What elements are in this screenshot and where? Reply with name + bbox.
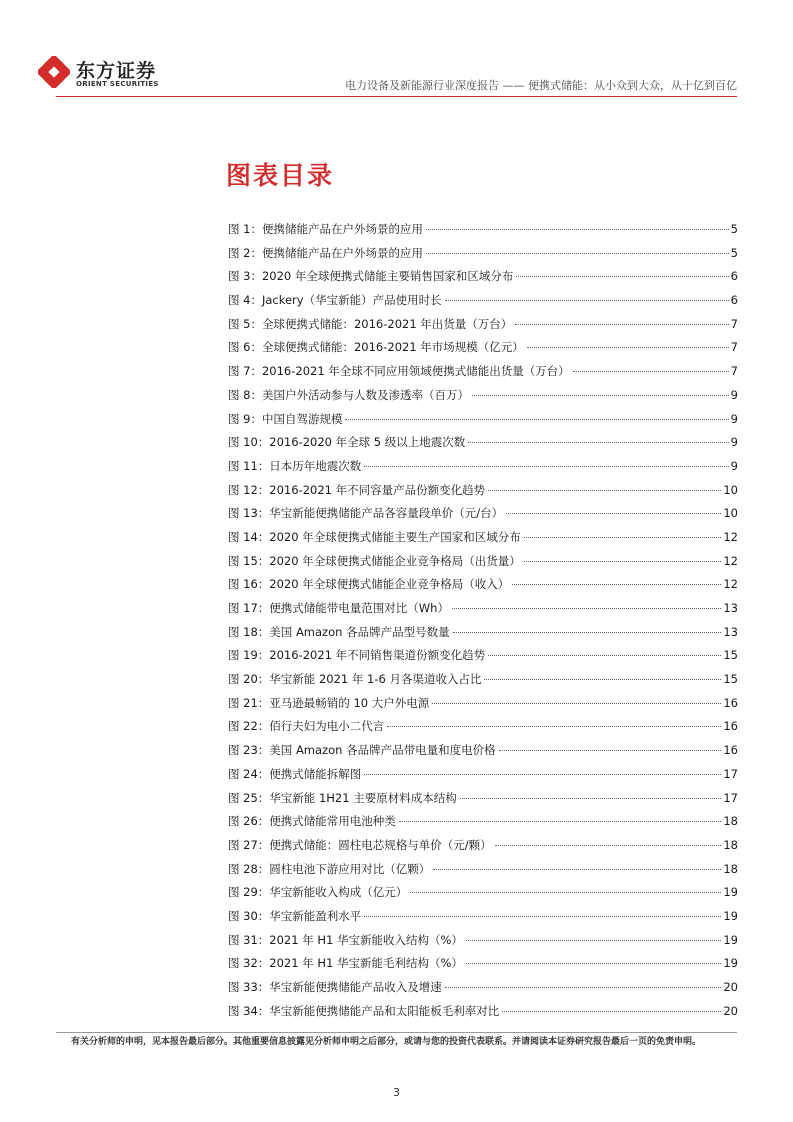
toc-dot-leader: [466, 963, 721, 964]
toc-dot-leader: [433, 869, 721, 870]
toc-dot-leader: [364, 774, 721, 775]
toc-entry-page[interactable]: 9: [730, 411, 738, 426]
toc-entry-label[interactable]: 图 14：2020 年全球便携式储能主要生产国家和区域分布: [228, 529, 521, 544]
toc-entry-page[interactable]: 18: [723, 814, 738, 829]
toc-entry[interactable]: [228, 861, 738, 885]
toc-entry[interactable]: [228, 387, 738, 411]
toc-entry[interactable]: [228, 529, 738, 553]
page-number: 3: [393, 1086, 400, 1099]
toc-entry[interactable]: [228, 742, 738, 766]
toc-entry-page[interactable]: 13: [723, 624, 738, 639]
toc-entry-label[interactable]: 图 25：华宝新能 1H21 主要原材料成本结构: [228, 790, 457, 805]
toc-dot-leader: [512, 584, 721, 585]
toc-entry-label[interactable]: 图 9：中国自驾游规模: [228, 411, 343, 426]
toc-entry-label[interactable]: 图 15：2020 年全球便携式储能企业竞争格局（出货量）: [228, 553, 521, 568]
toc-entry-label[interactable]: 图 7：2016-2021 年全球不同应用领域便携式储能出货量（万台）: [228, 364, 570, 379]
toc-entry[interactable]: [228, 955, 738, 979]
toc-dot-leader: [445, 300, 729, 301]
toc-entry-label[interactable]: 图 22：佰行夫妇为电小二代言: [228, 719, 385, 734]
toc-entry-label[interactable]: 图 26：便携式储能常用电池种类: [228, 814, 396, 829]
toc-dot-leader: [460, 798, 722, 799]
toc-dot-leader: [499, 750, 722, 751]
toc-entry-label[interactable]: 图 1：便携储能产品在户外场景的应用: [228, 222, 423, 236]
toc-entry-page[interactable]: 19: [723, 956, 738, 971]
toc-entry-page[interactable]: 19: [723, 932, 738, 947]
toc-entry-label[interactable]: 图 34：华宝新能便携储能产品和太阳能板毛利率对比: [228, 1003, 500, 1018]
toc-entry[interactable]: [228, 576, 738, 600]
toc-dot-leader: [453, 632, 722, 633]
footer-disclaimer: 有关分析师的申明，见本报告最后部分。其他重要信息披露见分析师申明之后部分，或请与您的投资代表联系。并请阅读本证券研究报告最后一页的免责申明。: [71, 1037, 702, 1047]
toc-entry-page[interactable]: 18: [723, 861, 738, 876]
toc-entry[interactable]: [228, 268, 738, 292]
toc-entry-page[interactable]: 9: [730, 458, 738, 473]
toc-entry-label[interactable]: 图 18：美国 Amazon 各品牌产品型号数量: [228, 624, 450, 639]
toc-dot-leader: [495, 845, 722, 846]
toc-entry-page[interactable]: 5: [730, 245, 738, 260]
toc-entry-label[interactable]: 图 27：便携式储能：圆柱电芯规格与单价（元/颗）: [228, 837, 492, 852]
section-title: 图表目录: [226, 161, 335, 190]
toc-entry-page[interactable]: 12: [723, 577, 738, 592]
toc-entry[interactable]: [228, 837, 738, 861]
toc-dot-leader: [573, 371, 729, 372]
toc-entry[interactable]: [228, 979, 738, 1003]
toc-entry[interactable]: [228, 671, 738, 695]
toc-entry-label[interactable]: 图 2：便携储能产品在户外场景的应用: [228, 245, 423, 260]
toc-dot-leader: [410, 892, 721, 893]
toc-entry[interactable]: [228, 363, 738, 387]
toc-entry-page[interactable]: 5: [730, 222, 738, 236]
toc-dot-leader: [527, 347, 729, 348]
toc-entry[interactable]: [228, 790, 738, 814]
toc-entry[interactable]: [228, 245, 738, 269]
table-of-figures: [228, 221, 738, 1026]
toc-entry-page[interactable]: 16: [723, 719, 738, 734]
toc-entry[interactable]: [228, 600, 738, 624]
toc-entry[interactable]: [228, 482, 738, 506]
footer-divider: [56, 1032, 737, 1033]
toc-dot-leader: [484, 679, 721, 680]
company-logo: [38, 54, 178, 94]
toc-dot-leader: [488, 490, 721, 491]
toc-entry-label[interactable]: 图 33：华宝新能便携储能产品收入及增速: [228, 980, 442, 994]
toc-entry[interactable]: [228, 411, 738, 435]
logo-english-name: ORIENT SECURITIES: [76, 80, 159, 88]
orient-securities-logo-icon: [38, 56, 70, 88]
toc-entry-page[interactable]: 17: [723, 790, 738, 805]
toc-entry-page[interactable]: 12: [723, 553, 738, 568]
toc-dot-leader: [399, 821, 722, 822]
toc-entry-label[interactable]: 图 4：Jackery（华宝新能）产品使用时长: [228, 293, 442, 308]
toc-entry[interactable]: [228, 908, 738, 932]
toc-dot-leader: [426, 253, 729, 254]
toc-entry[interactable]: [228, 339, 738, 363]
toc-dot-leader: [387, 726, 721, 727]
toc-entry-page[interactable]: 16: [723, 743, 738, 758]
toc-entry[interactable]: [228, 932, 738, 956]
toc-dot-leader: [468, 442, 728, 443]
toc-entry[interactable]: [228, 1003, 738, 1027]
toc-entry[interactable]: [228, 624, 738, 648]
report-header-title: 电力设备及新能源行业深度报告 —— 便携式储能：从小众到大众，从十亿到百亿: [345, 79, 737, 92]
toc-entry-label[interactable]: 图 24：便携式储能拆解图: [228, 766, 362, 781]
toc-entry-label[interactable]: 图 8：美国户外活动参与人数及渗透率（百万）: [228, 387, 469, 402]
toc-dot-leader: [488, 655, 721, 656]
toc-dot-leader: [364, 916, 721, 917]
toc-entry[interactable]: [228, 434, 738, 458]
toc-entry-page[interactable]: 6: [730, 269, 738, 284]
toc-entry[interactable]: [228, 505, 738, 529]
toc-entry-page[interactable]: 15: [723, 672, 738, 687]
toc-entry[interactable]: [228, 813, 738, 837]
toc-entry-label[interactable]: 图 6：全球便携式储能：2016-2021 年市场规模（亿元）: [228, 340, 524, 355]
toc-entry[interactable]: [228, 316, 738, 340]
toc-entry-page[interactable]: 20: [723, 980, 738, 994]
toc-entry-page[interactable]: 10: [723, 482, 738, 497]
toc-entry-label[interactable]: 图 13：华宝新能便携储能产品各容量段单价（元/台）: [228, 506, 504, 521]
toc-entry-page[interactable]: 10: [723, 506, 738, 521]
toc-entry-label[interactable]: 图 17：便携式储能带电量范围对比（Wh）: [228, 601, 449, 615]
toc-entry-label[interactable]: 图 16：2020 年全球便携式储能企业竞争格局（收入）: [228, 577, 510, 592]
toc-entry-page[interactable]: 6: [730, 293, 738, 308]
toc-dot-leader: [426, 229, 729, 230]
toc-dot-leader: [452, 608, 721, 609]
toc-dot-leader: [432, 703, 721, 704]
toc-entry[interactable]: [228, 647, 738, 671]
toc-entry[interactable]: [228, 221, 738, 245]
toc-entry-page[interactable]: 19: [723, 908, 738, 923]
toc-entry-page[interactable]: 13: [723, 601, 738, 615]
toc-entry-label[interactable]: 图 5：全球便携式储能：2016-2021 年出货量（万台）: [228, 316, 513, 331]
toc-entry-label[interactable]: 图 12：2016-2021 年不同容量产品份额变化趋势: [228, 482, 486, 497]
toc-entry-page[interactable]: 9: [730, 435, 738, 450]
toc-entry-page[interactable]: 7: [730, 316, 738, 331]
toc-entry[interactable]: [228, 766, 738, 790]
toc-entry-label[interactable]: 图 19：2016-2021 年不同销售渠道份额变化趋势: [228, 648, 486, 663]
toc-dot-leader: [472, 395, 729, 396]
toc-entry-label[interactable]: 图 32：2021 年 H1 华宝新能毛利结构（%）: [228, 956, 463, 971]
toc-dot-leader: [506, 513, 721, 514]
toc-entry-page[interactable]: 18: [723, 837, 738, 852]
toc-entry[interactable]: [228, 553, 738, 577]
toc-entry-page[interactable]: 16: [723, 695, 738, 710]
toc-entry-page[interactable]: 7: [730, 364, 738, 379]
toc-entry-label[interactable]: 图 21：亚马逊最畅销的 10 大户外电源: [228, 695, 430, 710]
toc-entry-page[interactable]: 12: [723, 529, 738, 544]
toc-entry-page[interactable]: 19: [723, 885, 738, 900]
toc-entry[interactable]: [228, 292, 738, 316]
toc-entry-label[interactable]: 图 20：华宝新能 2021 年 1-6 月各渠道收入占比: [228, 672, 482, 687]
toc-entry-label[interactable]: 图 10：2016-2020 年全球 5 级以上地震次数: [228, 435, 466, 450]
toc-entry-page[interactable]: 7: [730, 340, 738, 355]
header-divider: [56, 96, 737, 97]
toc-entry-page[interactable]: 15: [723, 648, 738, 663]
toc-dot-leader: [445, 987, 722, 988]
toc-entry-label[interactable]: 图 30：华宝新能盈利水平: [228, 908, 362, 923]
toc-entry[interactable]: [228, 884, 738, 908]
toc-dot-leader: [502, 1011, 721, 1012]
toc-dot-leader: [466, 940, 721, 941]
toc-dot-leader: [524, 561, 722, 562]
toc-entry-label[interactable]: 图 28：圆柱电池下游应用对比（亿颗）: [228, 861, 431, 876]
toc-entry-page[interactable]: 9: [730, 387, 738, 402]
toc-entry-page[interactable]: 20: [723, 1003, 738, 1018]
toc-dot-leader: [345, 419, 728, 420]
toc-entry[interactable]: [228, 458, 738, 482]
logo-chinese-name: 东方证券: [76, 60, 157, 82]
toc-entry-label[interactable]: 图 3：2020 年全球便携式储能主要销售国家和区域分布: [228, 269, 514, 284]
toc-dot-leader: [524, 537, 722, 538]
toc-entry-label[interactable]: 图 11：日本历年地震次数: [228, 458, 362, 473]
toc-entry-label[interactable]: 图 23：美国 Amazon 各品牌产品带电量和度电价格: [228, 743, 496, 758]
toc-entry[interactable]: [228, 695, 738, 719]
toc-dot-leader: [516, 276, 728, 277]
toc-entry-page[interactable]: 17: [723, 766, 738, 781]
toc-dot-leader: [364, 466, 728, 467]
toc-entry-label[interactable]: 图 31：2021 年 H1 华宝新能收入结构（%）: [228, 932, 463, 947]
toc-entry[interactable]: [228, 718, 738, 742]
toc-entry-label[interactable]: 图 29：华宝新能收入构成（亿元）: [228, 885, 408, 900]
toc-dot-leader: [515, 324, 728, 325]
